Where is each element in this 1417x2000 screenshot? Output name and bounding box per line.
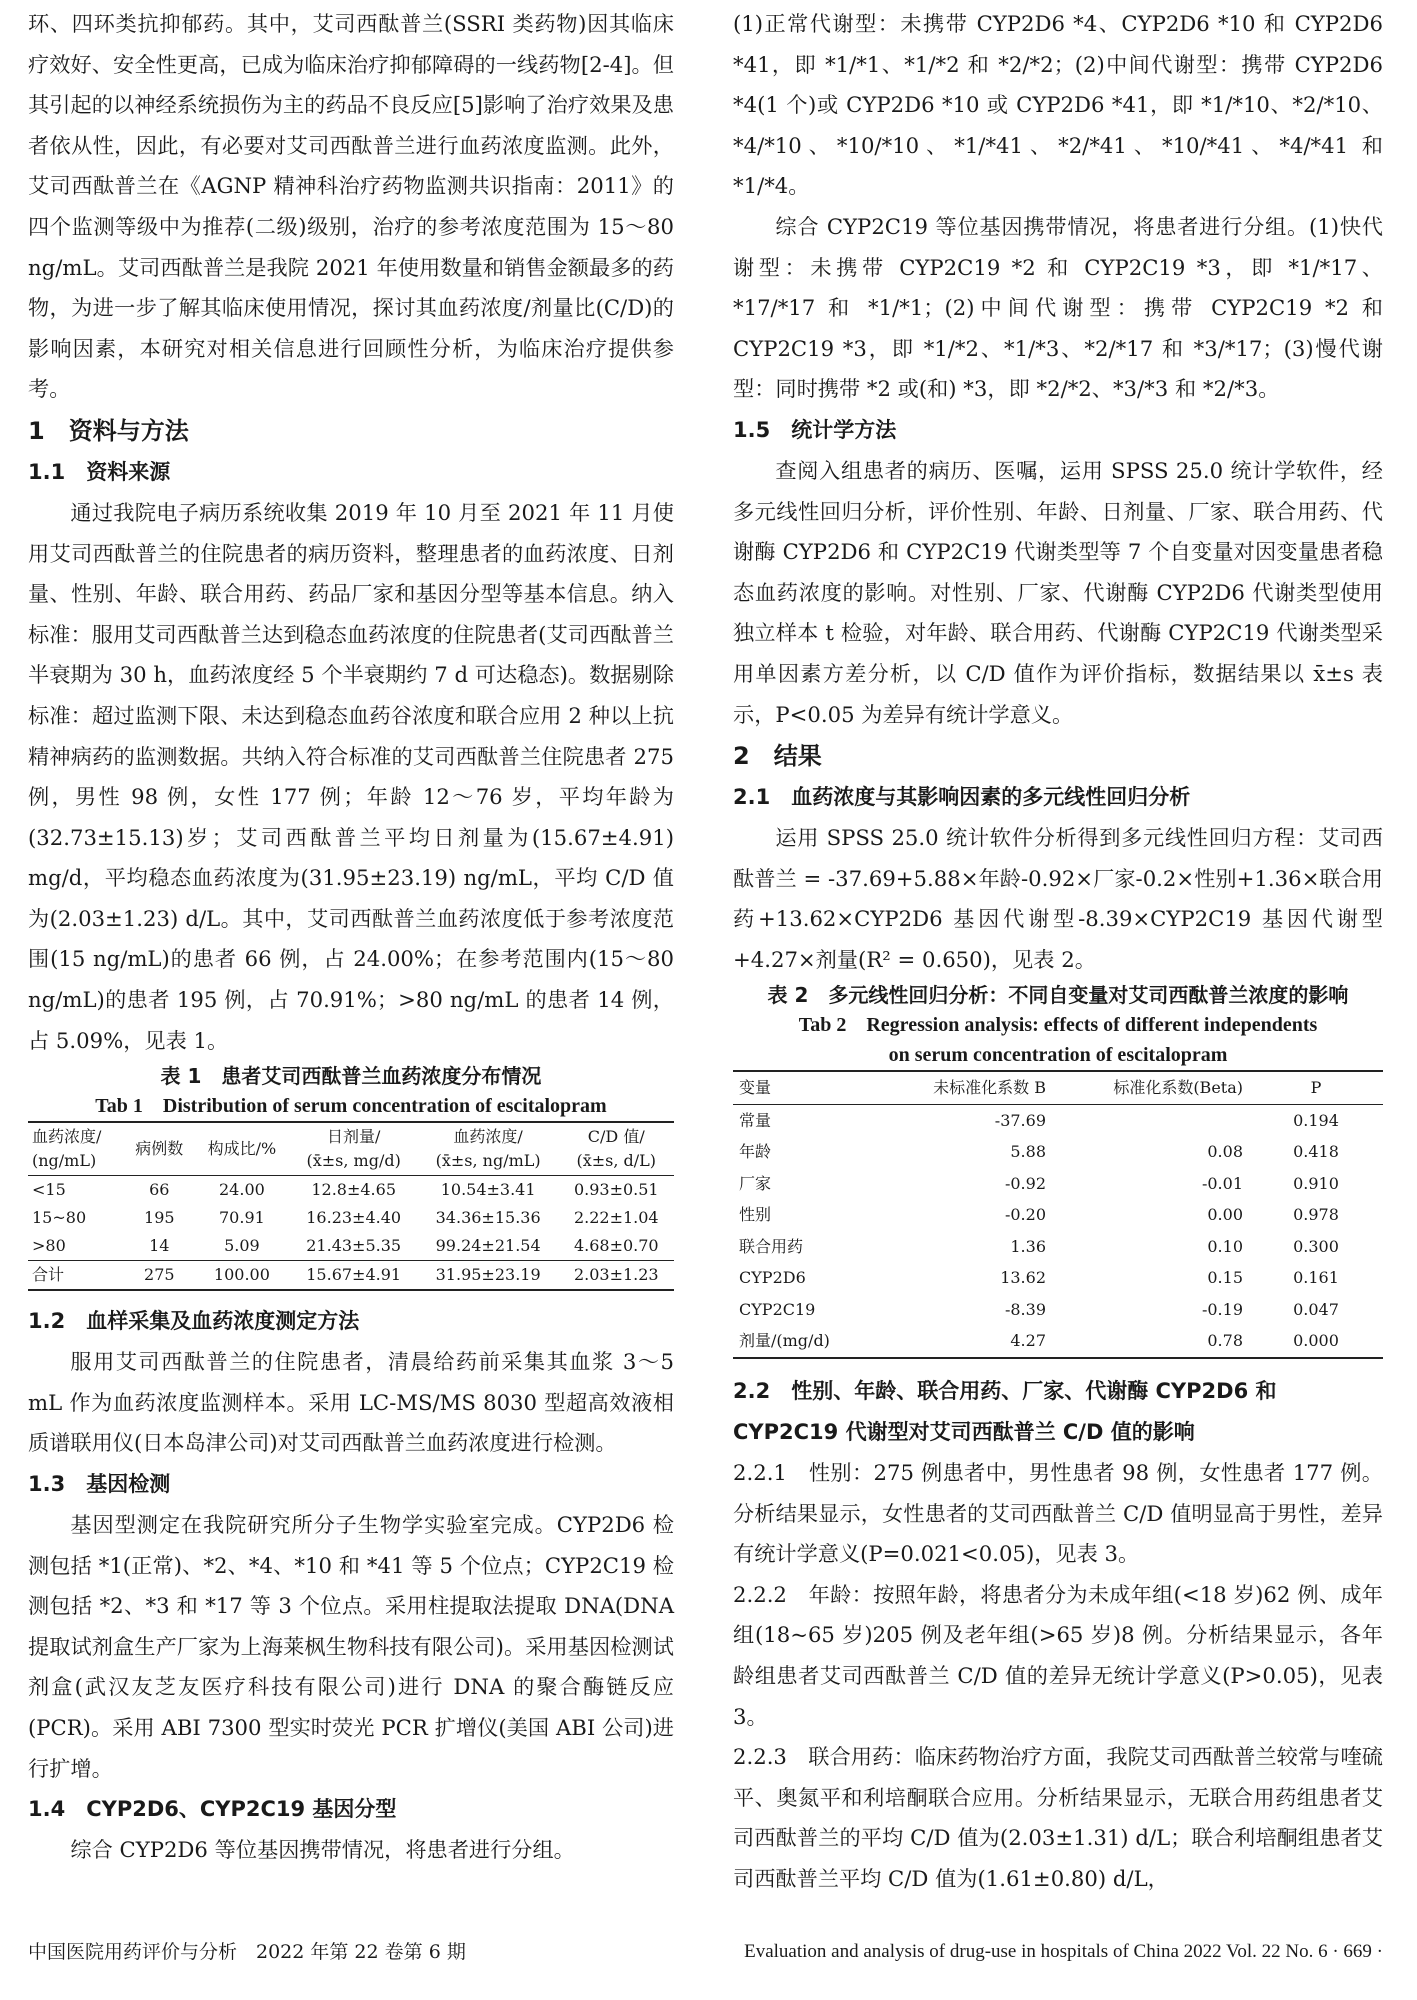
table-cell: 66 (149, 1180, 170, 1200)
table-cell: 0.300 (1293, 1236, 1339, 1256)
table-cell: 未标准化系数 B (933, 1078, 1046, 1098)
table-cell: 0.194 (1293, 1110, 1339, 1130)
text-span: 血药浓度/ (453, 1127, 523, 1147)
table-cell: 0.10 (1207, 1236, 1243, 1256)
table-row (733, 1104, 1383, 1136)
table-cell: 1.36 (1010, 1236, 1046, 1256)
table-cell: 2.22±1.04 (573, 1208, 659, 1228)
table-cell: 24.00 (219, 1180, 265, 1200)
table-cell: 标准化系数(Beta) (1113, 1078, 1243, 1098)
genotyping-paragraph: 综合 CYP2D6 等位基因携带情况，将患者进行分组。 (70, 1837, 575, 1863)
table-cell: 0.978 (1293, 1205, 1339, 1225)
section-1-3-heading: 1.3 基因检测 (28, 1472, 171, 1497)
section-1-1-heading: 1.1 资料来源 (28, 459, 171, 484)
table-cell: 0.08 (1207, 1142, 1243, 1162)
table-1-header-cell (28, 1122, 124, 1176)
table-cell: 合计 (32, 1265, 65, 1285)
table-cell: -0.01 (1201, 1173, 1243, 1193)
table-row (28, 1232, 674, 1261)
table-1-caption-en: Tab 1 Distribution of serum concentration of escitalopram (95, 1095, 607, 1118)
table-cell: 联合用药 (739, 1236, 804, 1256)
table-total-row (28, 1261, 674, 1291)
table-2-header-row (733, 1071, 1383, 1104)
table-row (733, 1136, 1383, 1168)
table-2-caption-cn: 表 2 多元线性回归分析：不同自变量对艾司西酞普兰浓度的影响 (767, 983, 1349, 1008)
intro-paragraph: 环、四环类抗抑郁药。其中，艾司西酞普兰(SSRI 类药物)因其临床疗效好、安全性更高，已成为临床治疗抑郁障碍的一线药物[2-4]。但其引起的以神经系统损伤为主的药品不良反应[5]影响了治疗效果及患者依从性，因此，有必要对艾司西酞普兰进行血药浓度监测。此外，艾司西酞普兰在《AGNP 精神科治疗药物监测共识指南：2011》的四个监测等级中为推荐(二级)级别，治疗的参考浓度范围为 15～80 ng/mL。艾司西酞普兰是我院 2021 年使用数量和销售金额最多的药物，为进一步了解其临床使用情况，探讨其血药浓度/剂量比(C/D)的影响因素，本研究对相关信息进行回顾性分析，为临床治疗提供参考。 (28, 11, 674, 402)
table-2 (733, 1070, 1383, 1359)
gene-test-paragraph: 基因型测定在我院研究所分子生物学实验室完成。CYP2D6 检测包括 *1(正常)、*2、*4、*10 和 *41 等 5 个位点；CYP2C19 检测包括 *2、*3 和 *17 等 3 个位点。采用柱提取法提取 DNA(DNA 提取试剂盒生产厂家为上海莱枫生物科技有限公司)。采用基因检测试剂盒(武汉友芝友医疗科技有限公司)进行 DNA 的聚合酶链反应(PCR)。采用 ABI 7300 型实时荧光 PCR 扩增仪(美国 ABI 公司)进行扩增。 (28, 1512, 674, 1781)
text-span: 构成比/% (207, 1139, 277, 1159)
table-cell: 21.43±5.35 (306, 1236, 402, 1256)
table-row (733, 1199, 1383, 1231)
text-span: on serum concentration of escitalopram (888, 1044, 1228, 1067)
table-cell: -0.19 (1201, 1299, 1243, 1319)
text-span: (x̄±s, d/L) (576, 1151, 657, 1171)
statistics-paragraph: 查阅入组患者的病历、医嘱，运用 SPSS 25.0 统计学软件，经多元线性回归分析，评价性别、年龄、日剂量、厂家、联合用药、代谢酶 CYP2D6 和 CYP2C19 代谢类型等 7 个自变量对因变量患者稳态血药浓度的影响。对性别、厂家、代谢酶 CYP2D6 代谢类型使用独立样本 t 检验，对年龄、联合用药、代谢酶 CYP2C19 代谢类型采用单因素方差分析，以 C/D 值作为评价指标，数据结果以 x̄±s 表示，P<0.05 为差异有统计学意义。 (733, 457, 1383, 727)
table-row (733, 1231, 1383, 1263)
table-cell: 0.15 (1207, 1268, 1243, 1288)
table-1 (28, 1121, 674, 1291)
table-cell: <15 (32, 1180, 66, 1200)
table-row (28, 1176, 674, 1205)
text-span: 病例数 (135, 1139, 184, 1159)
table-row (733, 1262, 1383, 1294)
table-cell: 4.68±0.70 (573, 1236, 659, 1256)
table-cell: 2.03±1.23 (573, 1265, 659, 1285)
age-paragraph: 2.2.2 年龄：按照年龄，将患者分为未成年组(<18 岁)62 例、成年组(18~65 岁)205 例及老年组(>65 岁)8 例。分析结果显示，各年龄组患者艾司西酞普兰 C/D 值的差异无统计学意义(P>0.05)，见表 3。 (733, 1581, 1383, 1729)
cyp2c19-groups-paragraph: 综合 CYP2C19 等位基因携带情况，将患者进行分组。(1)快代谢型：未携带 CYP2C19 *2 和 CYP2C19 *3，即 *1/*17、*17/*17 和 *1/*1；(2)中间代谢型：携带 CYP2C19 *2 和 CYP2C19 *3，即 *1/*2、*1/*3、*2/*17 和 *3/*17；(3)慢代谢型：同时携带 *2 或(和) *3，即 *2/*2、*3/*3 和 *2/*3。 (733, 213, 1383, 402)
table-cell: 0.93±0.51 (573, 1180, 659, 1200)
table-cell: 12.8±4.65 (311, 1180, 396, 1200)
text-span: (x̄±s, ng/mL) (435, 1151, 541, 1171)
left-column (28, 4, 674, 1871)
table-cell: 性别 (739, 1205, 772, 1225)
table-row (733, 1325, 1383, 1358)
table-cell: 14 (149, 1236, 170, 1256)
section-1-5-heading: 1.5 统计学方法 (733, 417, 897, 442)
table-1-caption-cn: 表 1 患者艾司西酞普兰血药浓度分布情况 (160, 1064, 542, 1089)
table-cell: CYP2C19 (739, 1299, 816, 1319)
text-span: Tab 2 Regression analysis: effects of different independents (798, 1014, 1318, 1037)
table-1-header-cell (418, 1122, 559, 1176)
table-cell: -0.20 (1004, 1205, 1046, 1225)
text-span: 日剂量/ (326, 1127, 381, 1147)
table-cell: 99.24±21.54 (435, 1236, 541, 1256)
table-cell: 0.910 (1293, 1173, 1339, 1193)
table-cell: 34.36±15.36 (435, 1208, 541, 1228)
table-cell: CYP2D6 (739, 1268, 806, 1288)
table-cell: 31.95±23.19 (435, 1265, 541, 1285)
section-2-1-heading: 2.1 血药浓度与其影响因素的多元线性回归分析 (733, 785, 1191, 810)
table-cell (1052, 1104, 1249, 1136)
table-cell: 16.23±4.40 (306, 1208, 402, 1228)
table-cell: 5.88 (1010, 1142, 1046, 1162)
table-cell: 70.91 (219, 1208, 265, 1228)
table-cell: 275 (144, 1265, 175, 1285)
table-cell: 4.27 (1010, 1331, 1046, 1351)
table-cell: 年龄 (739, 1142, 772, 1162)
table-cell: 0.161 (1293, 1268, 1339, 1288)
table-cell: 13.62 (1000, 1268, 1046, 1288)
text-span: (ng/mL) (32, 1151, 97, 1171)
table-1-header-row (28, 1122, 674, 1176)
table-cell: 剂量/(mg/d) (739, 1331, 830, 1351)
section-1-4-heading: 1.4 CYP2D6、CYP2C19 基因分型 (28, 1797, 397, 1822)
section-1-2-heading: 1.2 血样采集及血药浓度测定方法 (28, 1309, 360, 1334)
table-1-header-cell (290, 1122, 418, 1176)
text-span: C/D 值/ (587, 1127, 645, 1147)
table-cell: 0.047 (1293, 1299, 1339, 1319)
data-source-paragraph: 通过我院电子病历系统收集 2019 年 10 月至 2021 年 11 月使用艾司西酞普兰的住院患者的病历资料，整理患者的血药浓度、日剂量、性别、年龄、联合用药、药品厂家和基因分型等基本信息。纳入标准：服用艾司西酞普兰达到稳态血药浓度的住院患者(艾司西酞普兰半衰期为 30 h，血药浓度经 5 个半衰期约 7 d 可达稳态)。数据剔除标准：超过监测下限、未达到稳态血药谷浓度和联合应用 2 种以上抗精神病药的监测数据。共纳入符合标准的艾司西酞普兰住院患者 275 例，男性 98 例，女性 177 例；年龄 12～76 岁，平均年龄为(32.73±15.13)岁；艾司西酞普兰平均日剂量为(15.67±4.91) mg/d，平均稳态血药浓度为(31.95±23.19) ng/mL，平均 C/D 值为(2.03±1.23) d/L。其中，艾司西酞普兰血药浓度低于参考浓度范围(15 ng/mL)的患者 66 例，占 24.00%；在参考范围内(15～80 ng/mL)的患者 195 例，占 70.91%；>80 ng/mL 的患者 14 例，占 5.09%，见表 1。 (28, 499, 674, 1053)
table-cell: -8.39 (1004, 1299, 1046, 1319)
cyp2d6-groups-paragraph: (1)正常代谢型：未携带 CYP2D6 *4、CYP2D6 *10 和 CYP2D6 *41，即 *1/*1、*1/*2 和 *2/*2；(2)中间代谢型：携带 CYP2D6 *4(1 个)或 CYP2D6 *10 或 CYP2D6 *41，即 *1/*10、*2/*10、*4/*10、*10/*10、*1/*41、*2/*41、*10/*41、*4/*41 和 *1/*4。 (733, 11, 1383, 199)
table-1-header-cell (194, 1122, 289, 1176)
text-span: 血药浓度/ (32, 1127, 102, 1147)
table-cell: >80 (32, 1236, 66, 1256)
table-cell: -0.92 (1004, 1173, 1046, 1193)
section-1-heading: 1 资料与方法 (28, 416, 189, 445)
table-1-header-cell (559, 1122, 674, 1176)
table-cell: 0.00 (1207, 1205, 1243, 1225)
table-2-caption-en (733, 1010, 1383, 1070)
sampling-paragraph: 服用艾司西酞普兰的住院患者，清晨给药前采集其血浆 3～5 mL 作为血药浓度监测样本。采用 LC-MS/MS 8030 型超高效液相质谱联用仪(日本岛津公司)对艾司西酞普兰血药浓度进行检测。 (28, 1349, 674, 1456)
table-cell: 0.418 (1293, 1142, 1339, 1162)
table-1-header-cell (124, 1122, 194, 1176)
table-row (733, 1294, 1383, 1326)
table-cell: -37.69 (994, 1110, 1046, 1130)
gender-paragraph: 2.2.1 性别：275 例患者中，男性患者 98 例，女性患者 177 例。分析结果显示，女性患者的艾司西酞普兰 C/D 值明显高于男性，差异有统计学意义(P=0.021<0.05)，见表 3。 (733, 1459, 1383, 1567)
table-cell: 15~80 (32, 1208, 87, 1228)
table-cell: 195 (144, 1208, 175, 1228)
right-column (733, 4, 1383, 1900)
table-cell: 常量 (739, 1110, 772, 1130)
table-cell: 100.00 (213, 1265, 270, 1285)
table-cell: 厂家 (739, 1173, 772, 1193)
journal-name-cn: 中国医院用药评价与分析 2022 年第 22 卷第 6 期 (28, 1941, 466, 1963)
table-row (733, 1168, 1383, 1200)
section-2-heading: 2 结果 (733, 742, 822, 771)
journal-name-en: Evaluation and analysis of drug-use in hospitals of China 2022 Vol. 22 No. 6 · 669 · (744, 1941, 1383, 1962)
table-cell: 5.09 (224, 1236, 260, 1256)
combination-paragraph: 2.2.3 联合用药：临床药物治疗方面，我院艾司西酞普兰较常与喹硫平、奥氮平和利培酮联合应用。分析结果显示，无联合用药组患者艾司西酞普兰的平均 C/D 值为(2.03±1.31) d/L；联合利培酮组患者艾司西酞普兰平均 C/D 值为(1.61±0.80) d/L， (733, 1744, 1383, 1891)
table-cell: 10.54±3.41 (440, 1180, 536, 1200)
regression-paragraph: 运用 SPSS 25.0 统计软件分析得到多元线性回归方程：艾司西酞普兰 = -37.69+5.88×年龄-0.92×厂家-0.2×性别+1.36×联合用药+13.62×CYP2D6 基因代谢型-8.39×CYP2C19 基因代谢型+4.27×剂量(R² = 0.650)，见表 2。 (733, 825, 1383, 972)
table-row (28, 1204, 674, 1232)
table-cell: 变量 (739, 1078, 772, 1098)
table-cell: 15.67±4.91 (306, 1265, 402, 1285)
table-cell: P (1310, 1078, 1322, 1098)
table-cell: 0.000 (1293, 1331, 1339, 1351)
table-cell: 0.78 (1207, 1331, 1243, 1351)
section-2-2-heading: 2.2 性别、年龄、联合用药、厂家、代谢酶 CYP2D6 和 CYP2C19 代谢型对艾司西酞普兰 C/D 值的影响 (733, 1378, 1277, 1444)
text-span: (x̄±s, mg/d) (306, 1151, 401, 1171)
